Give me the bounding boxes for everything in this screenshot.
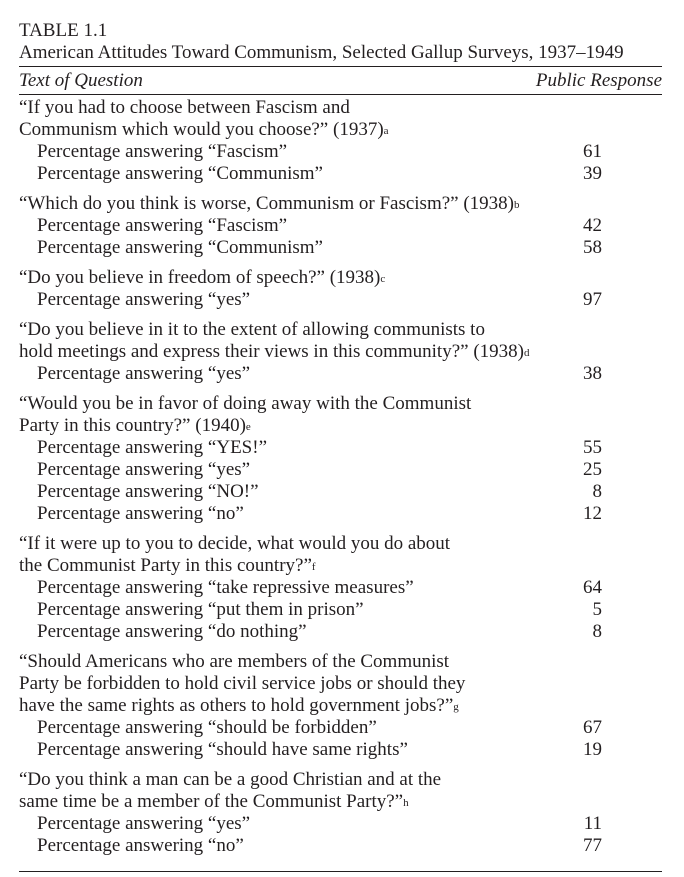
response-label: Percentage answering “Fascism” — [37, 215, 288, 236]
question-block — [19, 319, 662, 385]
question-text: the Communist Party in this country?” — [19, 555, 312, 576]
question-text-line — [19, 267, 662, 289]
question-text: Party be forbidden to hold civil service jobs or should they — [19, 673, 466, 694]
footnote-marker: c — [380, 273, 386, 285]
response-label: Percentage answering “should be forbidden” — [37, 717, 377, 738]
response-row — [19, 237, 662, 259]
question-text-line — [19, 341, 662, 363]
response-value: 11 — [583, 813, 602, 834]
response-label: Percentage answering “yes” — [37, 289, 251, 310]
question-block — [19, 769, 662, 857]
response-row — [19, 459, 662, 481]
response-row — [19, 163, 662, 185]
question-text: “Do you believe in it to the extent of allowing communists to — [19, 319, 485, 340]
response-label: Percentage answering “Fascism” — [37, 141, 288, 162]
top-rule — [19, 66, 662, 67]
response-label: Percentage answering “do nothing” — [37, 621, 307, 642]
response-label: Percentage answering “should have same rights” — [37, 739, 408, 760]
question-text: same time be a member of the Communist Party?” — [19, 791, 404, 812]
response-label: Percentage answering “no” — [37, 503, 244, 524]
response-label: Percentage answering “Communism” — [37, 163, 323, 184]
response-label: Percentage answering “Communism” — [37, 237, 323, 258]
response-label: Percentage answering “yes” — [37, 363, 251, 384]
response-row — [19, 503, 662, 525]
footnote-marker: d — [523, 347, 530, 359]
response-value: 25 — [583, 459, 602, 480]
question-text-line — [19, 791, 662, 813]
response-row — [19, 577, 662, 599]
response-row — [19, 215, 662, 237]
header-rule — [19, 94, 662, 95]
question-block — [19, 533, 662, 643]
response-value: 67 — [583, 717, 602, 738]
response-value: 39 — [583, 163, 602, 184]
question-text: “Which do you think is worse, Communism or Fascism?” (1938) — [19, 193, 514, 214]
response-value: 55 — [583, 437, 602, 458]
question-text-line — [19, 555, 662, 577]
question-block — [19, 651, 662, 761]
question-text: Party in this country?” (1940) — [19, 415, 246, 436]
response-row — [19, 739, 662, 761]
column-header-question: Text of Question — [19, 70, 143, 91]
footnote-marker: h — [403, 797, 409, 809]
question-text-line — [19, 393, 662, 415]
response-row — [19, 481, 662, 503]
response-value: 42 — [583, 215, 602, 236]
response-value: 77 — [583, 835, 602, 856]
response-value: 8 — [592, 481, 602, 502]
response-row — [19, 717, 662, 739]
question-text-line — [19, 193, 662, 215]
response-row — [19, 289, 662, 311]
question-text: Communism which would you choose?” (1937) — [19, 119, 384, 140]
table-title: American Attitudes Toward Communism, Selected Gallup Surveys, 1937–1949 — [19, 42, 624, 63]
response-value: 64 — [583, 577, 602, 598]
table-label: TABLE 1.1 — [19, 20, 108, 41]
question-block — [19, 97, 662, 185]
question-text-line — [19, 415, 662, 437]
question-text: “Would you be in favor of doing away with the Communist — [19, 393, 472, 414]
question-text-line — [19, 119, 662, 141]
column-header-response: Public Response — [535, 70, 662, 91]
question-block — [19, 393, 662, 525]
question-text: hold meetings and express their views in this community?” (1938) — [19, 341, 524, 362]
response-value: 38 — [583, 363, 602, 384]
response-label: Percentage answering “YES!” — [37, 437, 268, 458]
question-text-line — [19, 97, 662, 119]
response-label: Percentage answering “NO!” — [37, 481, 259, 502]
response-label: Percentage answering “take repressive measures” — [37, 577, 414, 598]
question-text-line — [19, 651, 662, 673]
response-row — [19, 813, 662, 835]
response-value: 97 — [583, 289, 602, 310]
question-text: “Do you think a man can be a good Christian and at the — [19, 769, 442, 790]
footnote-marker: e — [245, 421, 251, 433]
question-text-line — [19, 673, 662, 695]
bottom-rule — [19, 871, 662, 872]
response-label: Percentage answering “yes” — [37, 813, 251, 834]
question-text: “Should Americans who are members of the Communist — [19, 651, 450, 672]
question-text: “If you had to choose between Fascism and — [19, 97, 350, 118]
footnote-marker: f — [311, 561, 316, 573]
question-text-line — [19, 695, 662, 717]
response-row — [19, 599, 662, 621]
question-text: “If it were up to you to decide, what would you do about — [19, 533, 451, 554]
question-text: have the same rights as others to hold government jobs?” — [19, 695, 454, 716]
response-value: 58 — [583, 237, 602, 258]
table-body — [19, 97, 662, 865]
question-block — [19, 267, 662, 311]
response-row — [19, 621, 662, 643]
response-row — [19, 363, 662, 385]
question-text-line — [19, 769, 662, 791]
response-value: 19 — [583, 739, 602, 760]
response-value: 5 — [592, 599, 602, 620]
response-label: Percentage answering “yes” — [37, 459, 251, 480]
question-text-line — [19, 533, 662, 555]
response-label: Percentage answering “put them in prison” — [37, 599, 364, 620]
response-row — [19, 141, 662, 163]
response-value: 8 — [592, 621, 602, 642]
response-row — [19, 835, 662, 857]
response-row — [19, 437, 662, 459]
response-value: 12 — [583, 503, 602, 524]
footnote-marker: a — [383, 125, 389, 137]
footnote-marker: b — [514, 199, 520, 211]
footnote-marker: g — [453, 701, 459, 713]
response-label: Percentage answering “no” — [37, 835, 244, 856]
question-text-line — [19, 319, 662, 341]
question-block — [19, 193, 662, 259]
response-value: 61 — [583, 141, 602, 162]
question-text: “Do you believe in freedom of speech?” (1938) — [19, 267, 381, 288]
